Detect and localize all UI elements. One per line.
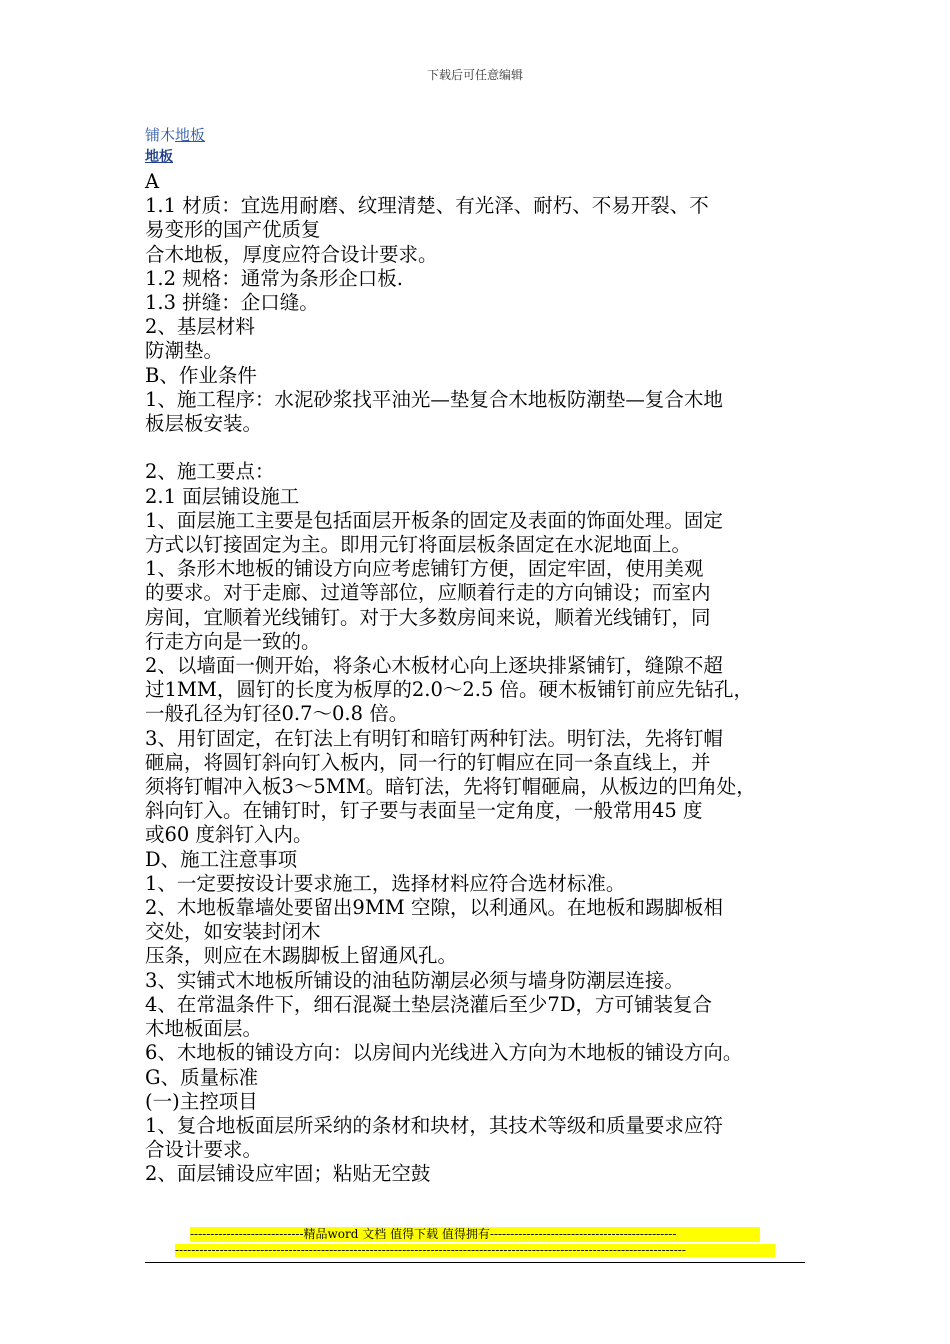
body-line: A (145, 170, 160, 193)
body-line: 过1MM，圆钉的长度为板厚的2.0～2.5 倍。硬木板铺钉前应先钻孔， (145, 678, 754, 702)
body-line: 或60 度斜钉入内。 (145, 823, 313, 847)
body-line: 2、面层铺设应牢固；粘贴无空鼓 (145, 1162, 431, 1186)
body-line: 防潮垫。 (145, 339, 224, 363)
subtitle-link[interactable]: 地板 (145, 149, 173, 165)
body-line: 木地板面层。 (145, 1017, 263, 1041)
body-line: (一)主控项目 (145, 1089, 258, 1113)
body-line: 1.1 材质：宜选用耐磨、纹理清楚、有光泽、耐朽、不易开裂、不 (145, 194, 709, 218)
body-line: 1、施工程序：水泥砂浆找平油光—垫复合木地板防潮垫—复合木地 (145, 387, 723, 411)
body-line: 4、在常温条件下，细石混凝土垫层浇灌后至少7D，方可铺装复合 (145, 992, 712, 1016)
body-line: 的要求。对于走廊、过道等部位，应顺着行走的方向铺设；而室内 (145, 581, 711, 605)
body-line (145, 436, 815, 460)
body-line: 3、实铺式木地板所铺设的油毡防潮层必须与墙身防潮层连接。 (145, 968, 684, 992)
title-linked[interactable]: 地板 (175, 126, 206, 144)
body-line: 2、木地板靠墙处要留出9MM 空隙，以利通风。在地板和踢脚板相 (145, 896, 723, 920)
body-line: 砸扁，将圆钉斜向钉入板内，同一行的钉帽应在同一条直线上，并 (145, 750, 711, 774)
body-line: 2、基层材料 (145, 315, 255, 339)
document-body (145, 124, 815, 1187)
body-line: 2、以墙面一侧开始，将条心木板材心向上逐块排紧铺钉，缝隙不超 (145, 654, 723, 678)
body-line: 压条，则应在木踢脚板上留通风孔。 (145, 944, 458, 968)
body-lines (145, 170, 815, 1187)
body-line: 1.2 规格：通常为条形企口板. (145, 266, 403, 290)
body-line: 1.3 拼缝：企口缝。 (145, 291, 319, 315)
body-line: 合木地板，厚度应符合设计要求。 (145, 242, 438, 266)
body-line: 板层板安装。 (145, 412, 263, 436)
title-prefix: 铺木 (145, 126, 176, 144)
footer-rule (145, 1262, 805, 1263)
body-line: 一般孔径为钉径0.7～0.8 倍。 (145, 702, 409, 726)
body-line: 2.1 面层铺设施工 (145, 484, 300, 508)
body-line: 1、复合地板面层所采纳的条材和块材，其技术等级和质量要求应符 (145, 1113, 723, 1137)
body-line: 1、条形木地板的铺设方向应考虑铺钉方便，固定牢固，使用美观 (145, 557, 704, 581)
body-line: 易变形的国产优质复 (145, 218, 321, 242)
body-line: 3、用钉固定，在钉法上有明钉和暗钉两种钉法。明钉法，先将钉帽 (145, 726, 723, 750)
body-line: 6、木地板的铺设方向：以房间内光线进入方向为木地板的铺设方向。 (145, 1041, 743, 1065)
body-line: 斜向钉入。在铺钉时，钉子要与表面呈一定角度，一般常用45 度 (145, 799, 703, 823)
body-line: 2、施工要点： (145, 460, 275, 484)
body-line: 房间，宜顺着光线铺钉。对于大多数房间来说，顺着光线铺钉，同 (145, 605, 711, 629)
body-line: 1、面层施工主要是包括面层开板条的固定及表面的饰面处理。固定 (145, 508, 723, 532)
body-line: 须将钉帽冲入板3～5MM。暗钉法，先将钉帽砸扁，从板边的凹角处， (145, 775, 756, 799)
body-line: 行走方向是一致的。 (145, 629, 321, 653)
footer-banner: ----------------------------精品word 文档 值得下载 值得拥有---------------------------------------------- (190, 1227, 760, 1242)
body-line: B、作业条件 (145, 363, 257, 387)
page-header: 下载后可任意编辑 (426, 68, 523, 82)
body-line: 1、一定要按设计要求施工，选择材料应符合选材标准。 (145, 871, 626, 895)
body-line: 方式以钉接固定为主。即用元钉将面层板条固定在水泥地面上。 (145, 533, 692, 557)
body-line: 交处，如安装封闭木 (145, 920, 321, 944)
body-line: D、施工注意事项 (145, 847, 298, 871)
body-line: 合设计要求。 (145, 1138, 263, 1162)
title-link[interactable] (145, 124, 815, 146)
footer-banner-dashes: ------------------------------------------------------------------------------------------------------------------------------ (175, 1244, 775, 1257)
body-line: G、质量标准 (145, 1065, 259, 1089)
